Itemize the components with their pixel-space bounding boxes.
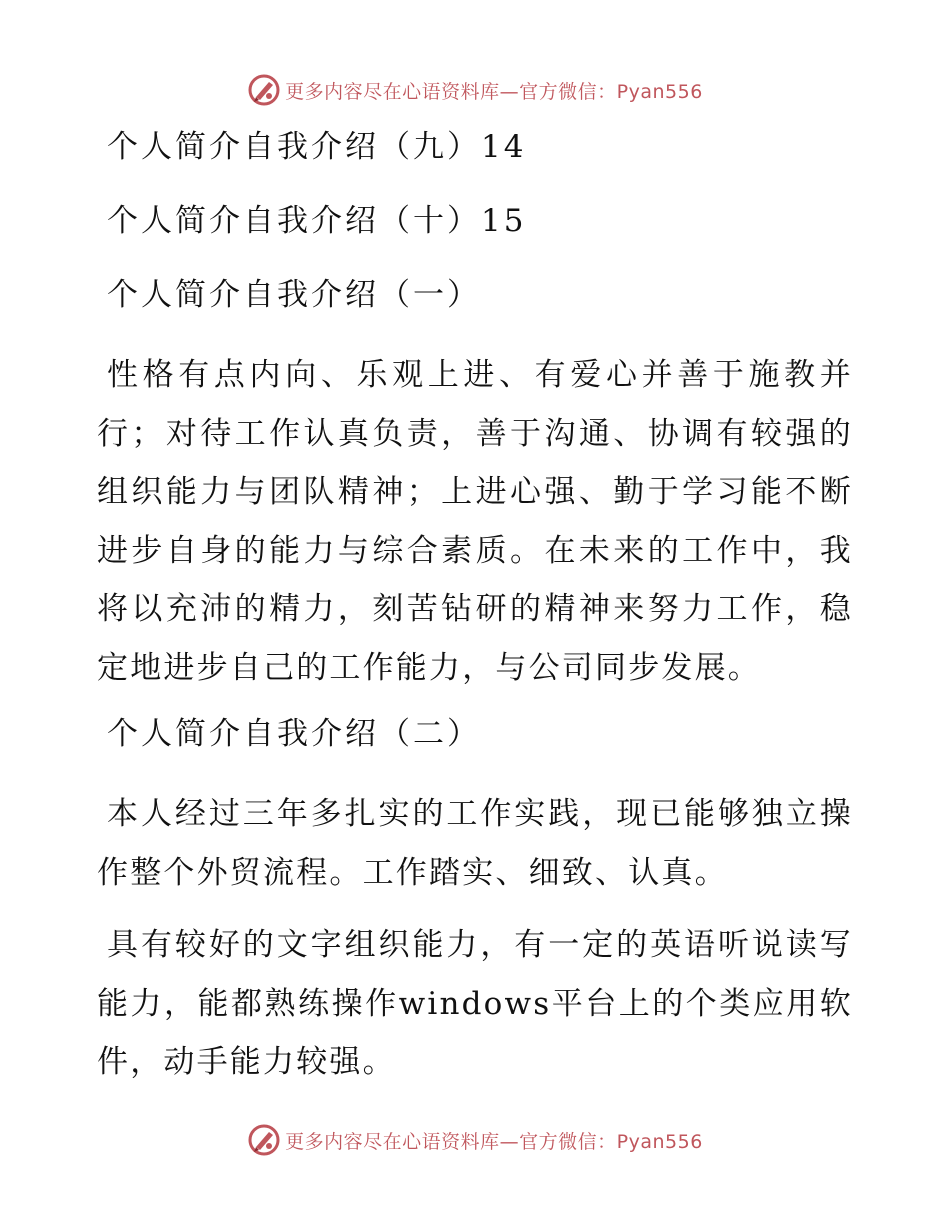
watermark-text: 更多内容尽在心语资料库—官方微信：Pyan556 (285, 1130, 703, 1153)
document-body (97, 124, 853, 1106)
header-watermark (0, 70, 950, 110)
section-heading-10: 个人简介自我介绍（十）15 (107, 203, 527, 239)
section-heading-1: 个人简介自我介绍（一） (107, 277, 481, 313)
seal-pen-logo-icon (247, 73, 281, 107)
footer-watermark (0, 1120, 950, 1160)
paragraph-2: 本人经过三年多扎实的工作实践，现已能够独立操作整个外贸流程。工作踏实、细致、认真。 (97, 796, 853, 891)
section-heading-9: 个人简介自我介绍（九）14 (107, 129, 527, 165)
paragraph-1: 性格有点内向、乐观上进、有爱心并善于施教并行；对待工作认真负责，善于沟通、协调有较强的组织能力与团队精神；上进心强、勤于学习能不断进步自身的能力与综合素质。在未来的工作中，我将以充沛的精力，刻苦钻研的精神来努力工作，稳定地进步自己的工作能力，与公司同步发展。 (97, 357, 853, 686)
section-heading-2: 个人简介自我介绍（二） (107, 716, 481, 752)
watermark-text: 更多内容尽在心语资料库—官方微信：Pyan556 (285, 80, 703, 103)
seal-pen-logo-icon (247, 1123, 281, 1157)
paragraph-3: 具有较好的文字组织能力，有一定的英语听说读写能力，能都熟练操作windows平台上的个类应用软件，动手能力较强。 (97, 927, 853, 1080)
